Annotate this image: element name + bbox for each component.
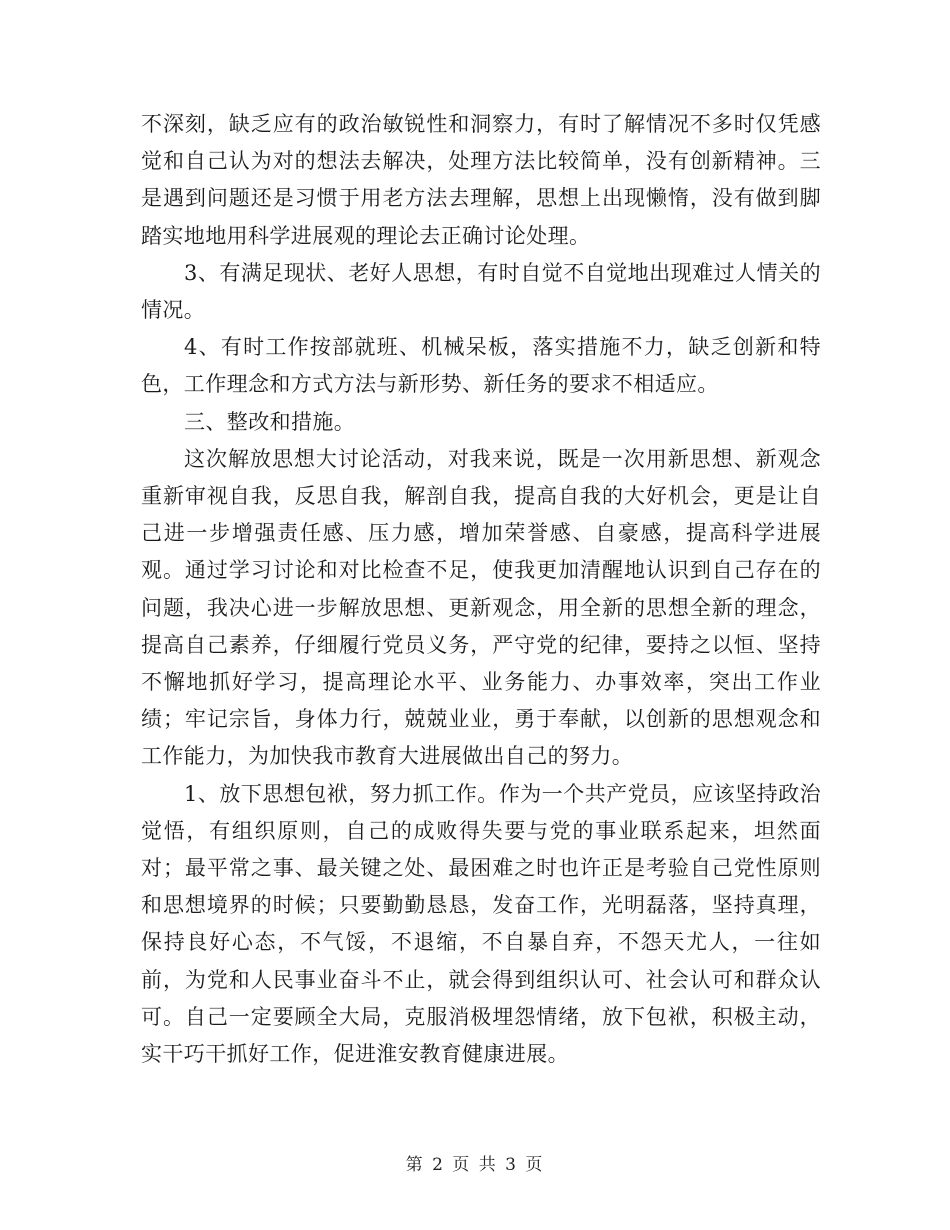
paragraph-continuation: 不深刻，缺乏应有的政治敏锐性和洞察力，有时了解情况不多时仅凭感觉和自己认为对的想法去解决，处理方法比较简单，没有创新精神。三是遇到问题还是习惯于用老方法去理解，思想上出现懒惰，没有做到脚踏实地地用科学进展观的理论去正确讨论处理。 [141,112,821,248]
page-footer: 第 2 页 共 3 页 [405,1155,545,1175]
paragraph-measure-1: 1、放下思想包袱，努力抓工作。作为一个共产党员，应该坚持政治觉悟，有组织原则，自己的成败得失要与党的事业联系起来，坦然面对；最平常之事、最关键之处、最困难之时也许正是考验自己党性原则和思想境界的时候；只要勤勤恳恳，发奋工作，光明磊落，坚持真理，保持良好心态，不气馁，不退缩，不自暴自弃，不怨天尤人，一往如前，为党和人民事业奋斗不止，就会得到组织认可、社会认可和群众认可。自己一定要顾全大局，克服消极埋怨情绪，放下包袱，积极主动，实干巧干抓好工作，促进淮安教育健康进展。 [141,781,821,1067]
section-heading: 三、整改和措施。 [184,409,356,434]
paragraph-intro: 这次解放思想大讨论活动，对我来说，既是一次用新思想、新观念重新审视自我，反思自我，解剖自我，提高自我的大好机会，更是让自己进一步增强责任感、压力感，增加荣誉感、自豪感，提高科学进展观。通过学习讨论和对比检查不足，使我更加清醒地认识到自己存在的问题，我决心进一步解放思想、更新观念，用全新的思想全新的理念，提高自己素养，仔细履行党员义务，严守党的纪律，要持之以恒、坚持不懈地抓好学习，提高理论水平、业务能力、办事效率，突出工作业绩；牢记宗旨，身体力行，兢兢业业，勇于奉献，以创新的思想观念和工作能力，为加快我市教育大进展做出自己的努力。 [141,446,821,769]
document-body [141,106,821,1073]
paragraph-item-3: 3、有满足现状、老好人思想，有时自觉不自觉地出现难过人情关的情况。 [141,260,821,323]
paragraph-item-4: 4、有时工作按部就班、机械呆板，落实措施不力，缺乏创新和特色，工作理念和方式方法与新形势、新任务的要求不相适应。 [141,335,821,397]
